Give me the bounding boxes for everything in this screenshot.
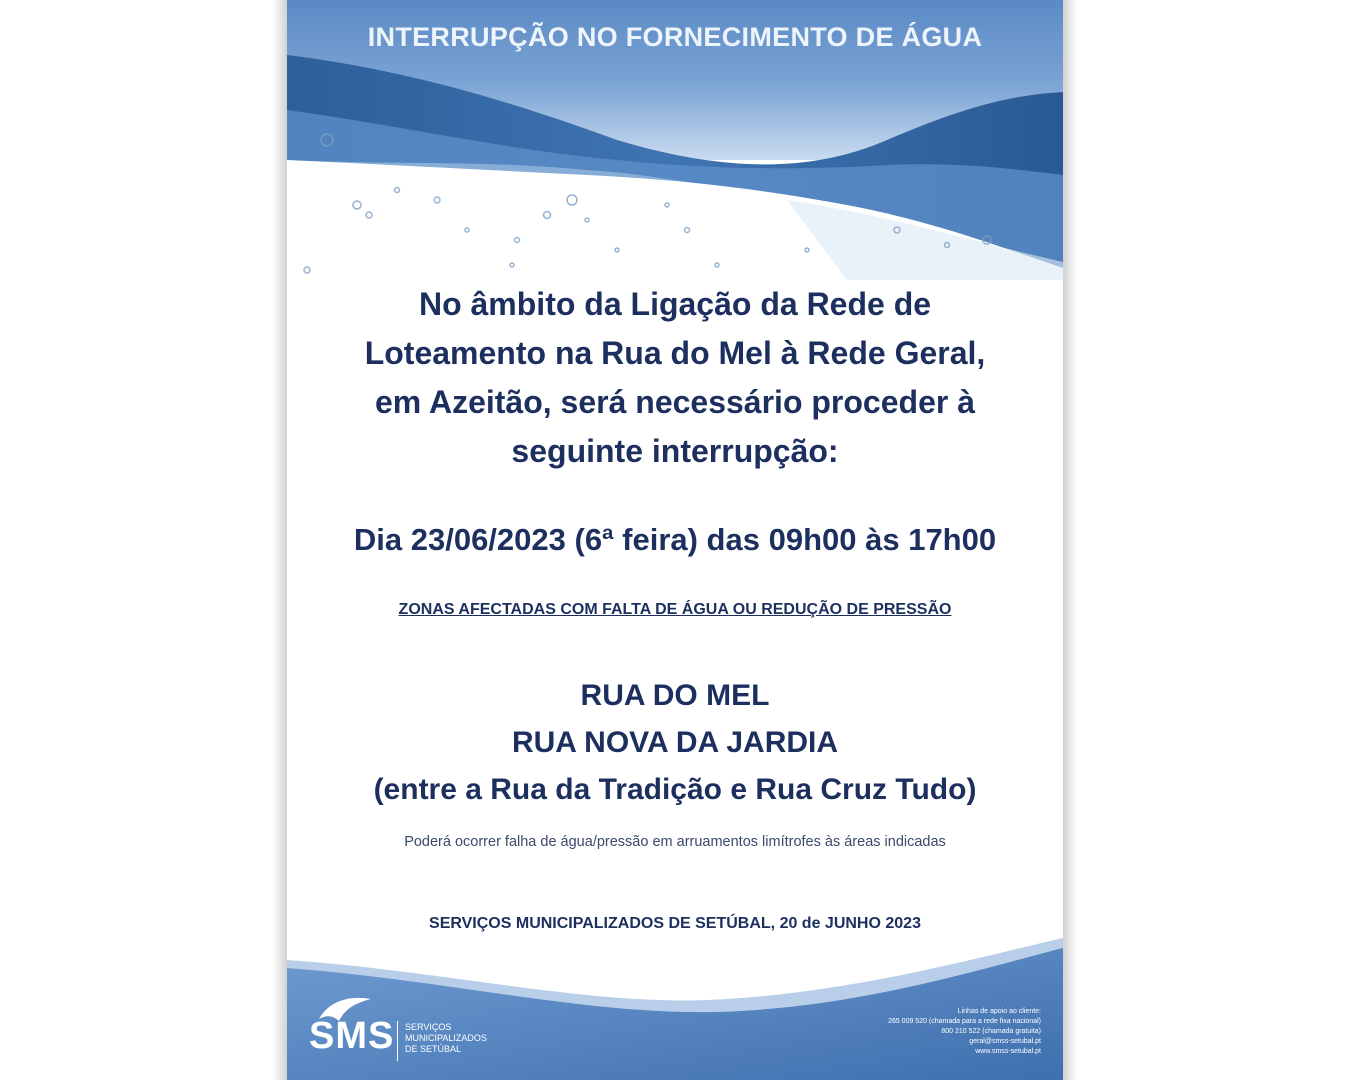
logo-subtitle-line: MUNICIPALIZADOS: [405, 1033, 487, 1043]
customer-contacts: [841, 1007, 1041, 1057]
street-item: RUA DO MEL: [580, 679, 770, 712]
logo-subtitle-line: DE SETÚBAL: [405, 1044, 462, 1054]
contact-phone: 800 210 522 (chamada gratuita): [941, 1028, 1041, 1035]
interruption-schedule: Dia 23/06/2023 (6ª feira) das 09h00 às 17h00: [353, 522, 997, 557]
contact-website: www.smss-setubal.pt: [975, 1048, 1041, 1055]
street-item: (entre a Rua da Tradição e Rua Cruz Tudo): [373, 773, 977, 806]
intro-paragraph: [287, 280, 1063, 476]
intro-line: seguinte interrupção:: [511, 433, 839, 469]
logo-subtitle-line: SERVIÇOS: [405, 1022, 452, 1032]
sms-logo: [309, 993, 529, 1063]
affected-streets: [287, 672, 1063, 813]
logo-divider: [397, 1021, 398, 1061]
street-item: RUA NOVA DA JARDIA: [511, 726, 839, 759]
notice-poster: [287, 0, 1063, 1080]
intro-line: Loteamento na Rua do Mel à Rede Geral,: [364, 335, 986, 371]
contact-heading: Linhas de apoio ao cliente:: [957, 1008, 1041, 1015]
sms-logo-text: SMS: [309, 1015, 395, 1057]
pressure-note: Poderá ocorrer falha de água/pressão em arruamentos limítrofes às áreas indicadas: [404, 834, 946, 850]
notice-title: INTERRUPÇÃO NO FORNECIMENTO DE ÁGUA: [367, 22, 983, 52]
intro-line: No âmbito da Ligação da Rede de: [418, 286, 932, 322]
contact-phone: 265 009 520 (chamada para a rede fixa nacional): [888, 1018, 1041, 1025]
contact-email: geral@smss-setubal.pt: [969, 1038, 1041, 1045]
intro-line: em Azeitão, será necessário proceder à: [375, 384, 975, 420]
affected-zones-heading: ZONAS AFECTADAS COM FALTA DE ÁGUA OU REDUÇÃO DE PRESSÃO: [398, 601, 952, 618]
page-shadow-left: [273, 0, 287, 1080]
page-shadow-right: [1063, 0, 1077, 1080]
issuer-signature: SERVIÇOS MUNICIPALIZADOS DE SETÚBAL, 20 de JUNHO 2023: [429, 915, 921, 932]
logo-subtitle: [405, 1022, 487, 1055]
